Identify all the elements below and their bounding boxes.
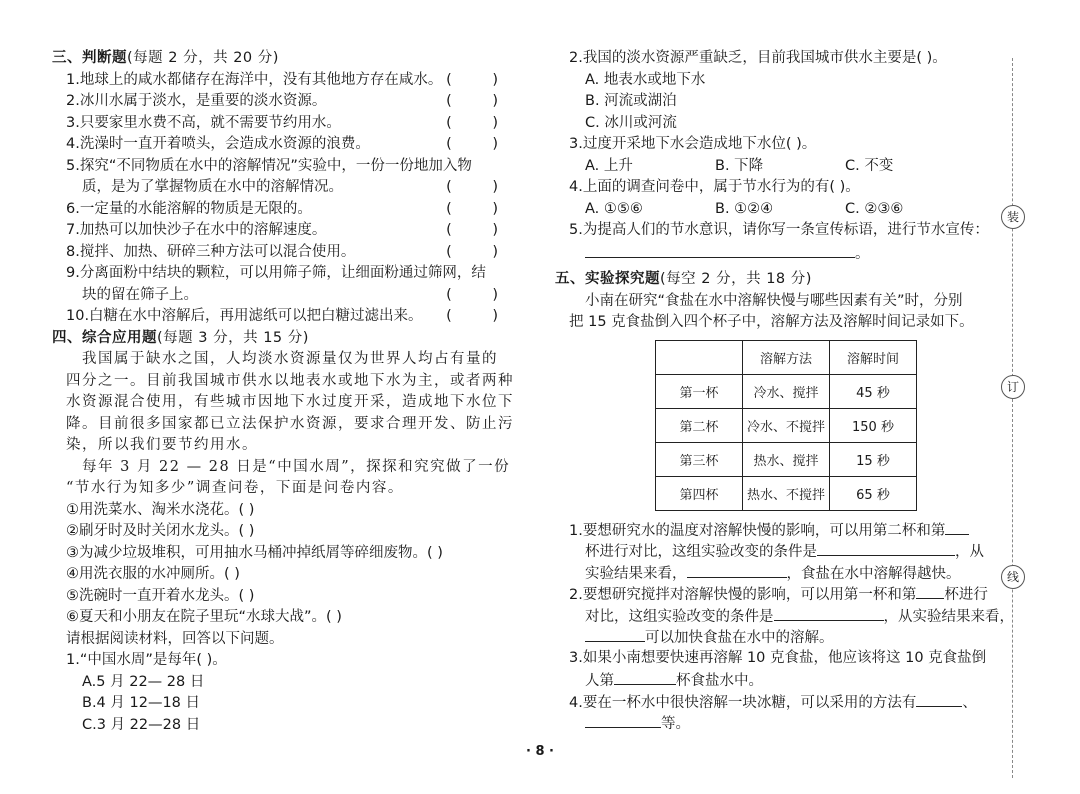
option: C. 不变 xyxy=(845,157,894,174)
question-4-4: 4.上面的调查问卷中，属于节水行为的有( )。 xyxy=(569,179,860,195)
answer-blank[interactable] xyxy=(687,562,787,578)
section-3-heading: 三、判断题(每题 2 分，共 20 分) xyxy=(52,50,279,66)
question-5-4: 4.要在一杯水中很快溶解一块冰糖，可以采用的方法有 、 xyxy=(555,691,995,713)
question-5-2: 2.要想研究搅拌对溶解快慢的影响，可以用第一杯和第 杯进行 xyxy=(555,583,995,605)
survey-item: ③为减少垃圾堆积，可用抽水马桶冲掉纸屑等碎细废物。( ) xyxy=(66,544,443,561)
survey-item: ②刷牙时及时关闭水龙头。( ) xyxy=(66,523,255,539)
option: B. ①②④ xyxy=(715,200,774,217)
table-cell: 冷水、不搅拌 xyxy=(743,408,830,442)
true-false-item: 6.一定量的水能溶解的物质是无限的。 ( ) xyxy=(52,199,520,221)
section-5-heading: 五、实验探究题(每空 2 分，共 18 分) xyxy=(555,271,812,287)
answer-paren[interactable]: ( ) xyxy=(446,200,516,217)
options-row xyxy=(555,199,995,221)
answer-blank[interactable] xyxy=(817,540,955,556)
experiment-table xyxy=(655,340,917,511)
true-false-item: 9.分离面粉中结块的颗粒，可以用筛子筛，让细面粉通过筛网，结 xyxy=(66,265,486,281)
option: C.3 月 22—28 日 xyxy=(82,716,201,733)
option: A. 上升 xyxy=(585,157,633,174)
survey-item: ④用洗衣服的水冲厕所。( ) xyxy=(66,566,240,582)
answer-paren[interactable]: ( ) xyxy=(446,136,516,152)
survey-item: ①用洗菜水、淘米水浇花。( ) xyxy=(66,501,255,518)
true-false-item: 质，是为了掌握物质在水中的溶解情况。 ( ) xyxy=(52,177,520,199)
true-false-item: 块的留在筛子上。 ( ) xyxy=(52,285,520,307)
answer-paren[interactable]: ( ) xyxy=(446,179,516,195)
survey-item: ⑤洗碗时一直开着水龙头。( ) xyxy=(66,587,255,604)
answer-paren[interactable]: ( ) xyxy=(446,93,516,109)
answer-paren[interactable]: ( ) xyxy=(446,222,516,238)
table-cell: 第二杯 xyxy=(656,408,743,442)
true-false-item: 4.洗澡时一直开着喷头，会造成水资源的浪费。 ( ) xyxy=(52,134,520,156)
table-cell: 热水、不搅拌 xyxy=(743,476,830,510)
table-cell: 15 秒 xyxy=(830,442,917,476)
answer-blank[interactable] xyxy=(945,519,969,535)
answer-paren[interactable]: ( ) xyxy=(446,243,516,260)
true-false-item: 5.探究“不同物质在水中的溶解情况”实验中，一份一份地加入物 xyxy=(66,157,472,174)
question-4-1: 1.“中国水周”是每年( )。 xyxy=(66,652,227,668)
answer-blank[interactable] xyxy=(916,583,944,599)
table-row xyxy=(656,476,917,510)
true-false-item: 3.只要家里水费不高，就不需要节约用水。 ( ) xyxy=(52,113,520,135)
table-cell: 溶解方法 xyxy=(743,340,830,374)
binding-mark: 订 xyxy=(1001,375,1025,399)
answer-blank[interactable] xyxy=(916,691,962,707)
true-false-item: 2.冰川水属于淡水，是重要的淡水资源。 ( ) xyxy=(52,91,520,113)
reading-passage: 我国属于缺水之国，人均淡水资源量仅为世界人均占有量的 四分之一。目前我国城市供水以地表水或地下水为主，或者两种 水资源混合使用，有些城市因地下水过度开采，造成地下水位下 降。目前很多国家都已立法保护水资源，要求合理开发、防止污 染，所以我们要节约用水。 每年 3 月 22 — 28 日是“中国水周”，探探和究究做了一份 “节水行为知多少”调查问卷，下面是问卷内容。 xyxy=(66,351,514,496)
table-cell: 溶解时间 xyxy=(830,340,917,374)
true-false-item: 8.搅拌、加热、研碎三种方法可以混合使用。 ( ) xyxy=(52,242,520,264)
question-5-3: 3.如果小南想要快速再溶解 10 克食盐，他应该将这 10 克食盐倒 xyxy=(569,649,987,666)
table-cell: 第四杯 xyxy=(656,476,743,510)
instruction: 请根据阅读材料，回答以下问题。 xyxy=(66,630,284,647)
table-cell: 150 秒 xyxy=(830,408,917,442)
question-4-2: 2.我国的淡水资源严重缺乏，目前我国城市供水主要是( )。 xyxy=(569,50,947,66)
question-4-5: 5.为提高人们的节水意识，请你写一条宣传标语，进行节水宣传： xyxy=(569,222,989,238)
table-cell xyxy=(656,340,743,374)
binding-line xyxy=(1012,58,1023,778)
true-false-item: 7.加热可以加快沙子在水中的溶解速度。 ( ) xyxy=(52,220,520,242)
right-column: 2.我国的淡水资源严重缺乏，目前我国城市供水主要是( )。 A. 地表水或地下水 B. 河流或湖泊 C. 冰川或河流 3.过度开采地下水会造成地下水位( )。 A. 上升 B. 下降 C. 不变 4.上面的调查问卷中，属于节水行为的有( )。 A. ①⑤⑥ B. ①②④ C. ②③⑥ 5.为提高人们的节水意识，请你写一条宣传标语，进行节水宣传： 。 五、实验探究题(每空 2 分，共 18 分) 小南在研究“食盐在水中溶解快慢与哪些因素有关”时，分别 把 15 克食盐倒入四个杯子中，溶解方法及溶解时间记录如下。 溶解方法 溶解时间 第一杯 冷水、搅拌 45 秒 第二杯 冷水、不搅拌 150 秒 第三杯 热水、搅拌 15 秒 第四杯 热水、不搅拌 65 秒 1.要想研究水的温度对溶解快慢的影响，可以用第二杯和第 杯进行对比，这组实验改变的条件是 ，从 实验结果来看， ，食盐在水中溶解得越快。 2.要想研究搅拌对溶解快慢的影响，可以用第一杯和第 杯进行 对比，这组实验改变的条件是 ，从实验结果来看， 可以加快食盐在水中的溶解。 3.如果小南想要快速再溶解 10 克食盐，他应该将这 10 克食盐倒 人第 杯食盐水中。 4.要在一杯水中很快溶解一块冰糖，可以采用的方法有 、 等。 xyxy=(555,50,1014,732)
page-number: · 8 · xyxy=(526,744,554,759)
option: B. 下降 xyxy=(715,157,764,174)
true-false-item: 10.白糖在水中溶解后，再用滤纸可以把白糖过滤出来。 ( ) xyxy=(52,306,520,328)
true-false-item: 1.地球上的咸水都储存在海洋中，没有其他地方存在咸水。 ( ) xyxy=(52,70,520,92)
option: A.5 月 22— 28 日 xyxy=(82,673,205,690)
option: A. 地表水或地下水 xyxy=(585,71,706,88)
answer-paren[interactable]: ( ) xyxy=(446,114,516,131)
answer-blank[interactable] xyxy=(774,605,884,621)
option: B. 河流或湖泊 xyxy=(585,93,677,109)
survey-list xyxy=(52,500,520,629)
true-false-list xyxy=(52,70,520,328)
binding-mark: 装 xyxy=(1001,205,1025,229)
section-4-heading: 四、综合应用题(每题 3 分，共 15 分) xyxy=(52,329,309,346)
survey-item: ⑥夏天和小朋友在院子里玩“水球大战”。( ) xyxy=(66,609,342,625)
table-cell: 45 秒 xyxy=(830,374,917,408)
left-column xyxy=(52,48,520,736)
table-row xyxy=(656,374,917,408)
option: C. ②③⑥ xyxy=(845,200,904,217)
table-row xyxy=(656,408,917,442)
table-cell: 冷水、搅拌 xyxy=(743,374,830,408)
option: C. 冰川或河流 xyxy=(585,114,677,131)
answer-paren[interactable]: ( ) xyxy=(446,286,516,303)
table-cell: 第一杯 xyxy=(656,374,743,408)
option: A. ①⑤⑥ xyxy=(585,200,643,217)
table-cell: 第三杯 xyxy=(656,442,743,476)
slogan-answer-line: 。 xyxy=(555,242,995,264)
answer-paren[interactable]: ( ) xyxy=(446,71,516,88)
table-cell: 65 秒 xyxy=(830,476,917,510)
binding-mark: 线 xyxy=(1001,565,1025,589)
table-row xyxy=(656,442,917,476)
option: B.4 月 12—18 日 xyxy=(82,695,201,711)
table-header-row xyxy=(656,340,917,374)
answer-blank[interactable] xyxy=(585,626,645,642)
question-4-3: 3.过度开采地下水会造成地下水位( )。 xyxy=(569,136,817,152)
table-cell: 热水、搅拌 xyxy=(743,442,830,476)
answer-paren[interactable]: ( ) xyxy=(446,308,516,324)
answer-blank[interactable] xyxy=(585,242,855,258)
answer-blank[interactable] xyxy=(614,669,676,685)
question-5-1: 1.要想研究水的温度对溶解快慢的影响，可以用第二杯和第 xyxy=(555,519,995,541)
options-row xyxy=(555,156,995,178)
answer-blank[interactable] xyxy=(585,712,661,728)
